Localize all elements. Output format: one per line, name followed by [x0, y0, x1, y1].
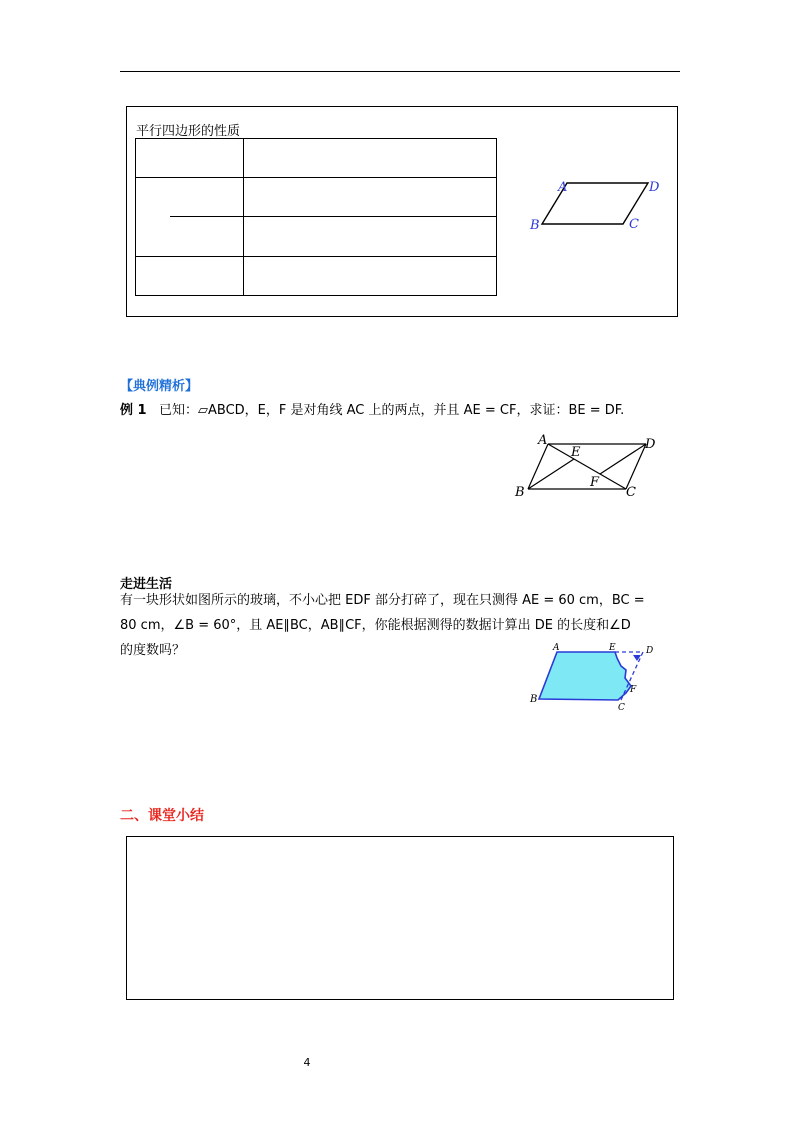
example-prefix: 已知：: [158, 403, 198, 418]
glass-diagram: [525, 640, 660, 715]
table-column-divider: [243, 138, 244, 296]
summary-heading: 二、课堂小结: [120, 808, 204, 824]
glass-label-a: A: [553, 643, 560, 653]
life-line-3: 的度数吗？: [120, 643, 186, 658]
parallelogram-diagram: [525, 175, 665, 235]
label-d: D: [645, 437, 656, 452]
life-line-1: 有一块形状如图所示的玻璃，不小心把 EDF 部分打碎了，现在只测得 AE = 60 cm，BC =: [120, 593, 645, 608]
vertex-label-b: B: [530, 218, 540, 233]
example-math: ▱ABCD，E，F 是对角线 AC 上的两点，并且 AE = CF，求证：BE = DF.: [198, 403, 625, 418]
glass-label-e: E: [609, 643, 616, 653]
label-e: E: [571, 445, 581, 460]
label-a: A: [538, 433, 548, 448]
glass-label-f: F: [630, 685, 637, 695]
label-c: C: [626, 485, 636, 500]
example-label: 例 1: [120, 403, 147, 418]
vertex-label-c: C: [629, 217, 639, 232]
vertex-label-d: D: [649, 180, 660, 195]
table-row-divider: [135, 256, 497, 257]
example-diagram: [510, 430, 670, 505]
page-number: 4: [303, 1056, 311, 1069]
label-f: F: [590, 475, 600, 490]
example-heading: 【典例精析】: [120, 379, 199, 394]
table-row-divider: [135, 177, 497, 178]
glass-label-b: B: [530, 694, 538, 705]
summary-box: [126, 836, 674, 1000]
properties-table: [135, 138, 497, 296]
vertex-label-a: A: [558, 180, 568, 195]
glass-label-c: C: [618, 703, 625, 713]
label-b: B: [515, 485, 525, 500]
life-line-2: 80 cm，∠B = 60°，且 AE∥BC，AB∥CF，你能根据测得的数据计算出 DE 的长度和∠D: [120, 618, 631, 633]
glass-label-d: D: [646, 646, 654, 656]
glass-shape: [539, 652, 631, 700]
header-rule: [120, 71, 680, 72]
example-statement: [120, 398, 624, 423]
life-heading: 走进生活: [120, 577, 173, 592]
table-row-divider: [170, 216, 497, 217]
properties-title: 平行四边形的性质: [136, 124, 241, 139]
